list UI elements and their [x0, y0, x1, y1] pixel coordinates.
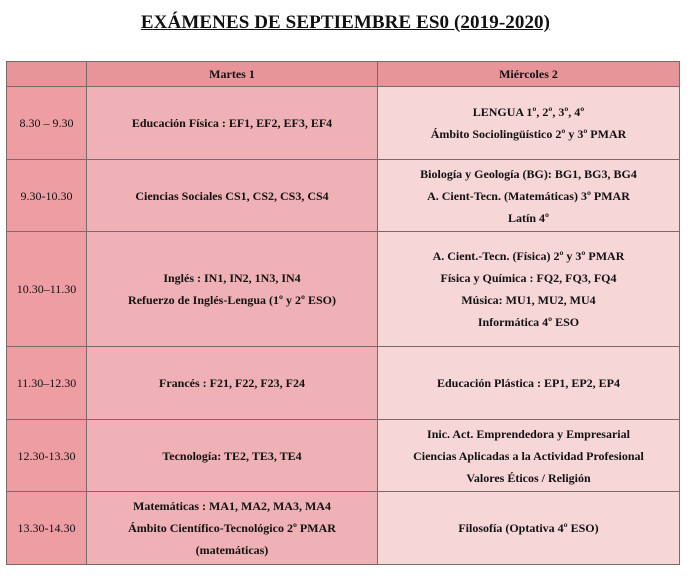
exam-line: Educación Plástica : EP1, EP2, EP4	[437, 376, 620, 390]
exam-line: Filosofía (Optativa 4º ESO)	[458, 521, 599, 535]
tuesday-cell	[87, 87, 378, 160]
exam-line: A. Cient.-Tecn. (Física) 2º y 3º PMAR	[432, 249, 625, 263]
exam-line: Ámbito Científico-Tecnológico 2º PMAR	[128, 521, 336, 535]
exam-line: Inic. Act. Emprendedora y Empresarial	[427, 426, 630, 441]
exam-line: Matemáticas : MA1, MA2, MA3, MA4	[133, 499, 331, 513]
time-cell: 9.30-10.30	[7, 160, 87, 232]
wednesday-cell	[378, 420, 680, 492]
header-row	[7, 62, 680, 87]
wednesday-cell	[378, 87, 680, 160]
tuesday-cell	[87, 232, 378, 347]
exam-line: Inglés : IN1, IN2, 1N3, IN4	[163, 271, 301, 285]
exam-line: Refuerzo de Inglés-Lengua (1º y 2º ESO)	[128, 293, 336, 307]
tuesday-cell	[87, 347, 378, 420]
exam-line: Música: MU1, MU2, MU4	[461, 293, 596, 307]
table-row	[7, 347, 680, 420]
table-row	[7, 492, 680, 565]
table-row	[7, 87, 680, 160]
exam-line: A. Cient-Tecn. (Matemáticas) 3º PMAR	[427, 188, 630, 203]
header-time	[7, 62, 87, 87]
time-cell: 10.30–11.30	[7, 232, 87, 347]
wednesday-cell	[378, 492, 680, 565]
time-cell: 8.30 – 9.30	[7, 87, 87, 160]
exam-line: Ámbito Sociolingüístico 2º y 3º PMAR	[430, 127, 627, 141]
wednesday-cell	[378, 160, 680, 232]
exam-line: Biología y Geología (BG): BG1, BG3, BG4	[420, 166, 637, 181]
exam-line: Tecnología: TE2, TE3, TE4	[162, 448, 302, 463]
header-tuesday: Martes 1	[87, 62, 378, 87]
wednesday-cell	[378, 232, 680, 347]
exam-line: Educación Física : EF1, EF2, EF3, EF4	[131, 116, 333, 130]
exam-line: Valores Éticos / Religión	[466, 470, 591, 485]
tuesday-cell	[87, 420, 378, 492]
tuesday-cell	[87, 492, 378, 565]
wednesday-cell	[378, 347, 680, 420]
exam-line: Ciencias Aplicadas a la Actividad Profesional	[413, 448, 644, 463]
tuesday-cell	[87, 160, 378, 232]
table-row	[7, 160, 680, 232]
exam-schedule-table	[6, 61, 680, 565]
exam-line: Ciencias Sociales CS1, CS2, CS3, CS4	[135, 188, 329, 203]
page-title: EXÁMENES DE SEPTIEMBRE ES0 (2019-2020)	[140, 12, 551, 33]
time-cell: 11.30–12.30	[7, 347, 87, 420]
time-cell: 12.30-13.30	[7, 420, 87, 492]
exam-line: LENGUA 1º, 2º, 3º, 4º	[472, 105, 585, 119]
table-row	[7, 232, 680, 347]
table-row	[7, 420, 680, 492]
exam-line: Física y Química : FQ2, FQ3, FQ4	[440, 271, 617, 285]
time-cell: 13.30-14.30	[7, 492, 87, 565]
exam-line: (matemáticas)	[195, 543, 269, 557]
exam-line: Francés : F21, F22, F23, F24	[159, 376, 305, 390]
exam-line: Informática 4º ESO	[477, 315, 580, 329]
exam-line: Latín 4º	[508, 210, 549, 225]
header-wednesday: Miércoles 2	[378, 62, 680, 87]
